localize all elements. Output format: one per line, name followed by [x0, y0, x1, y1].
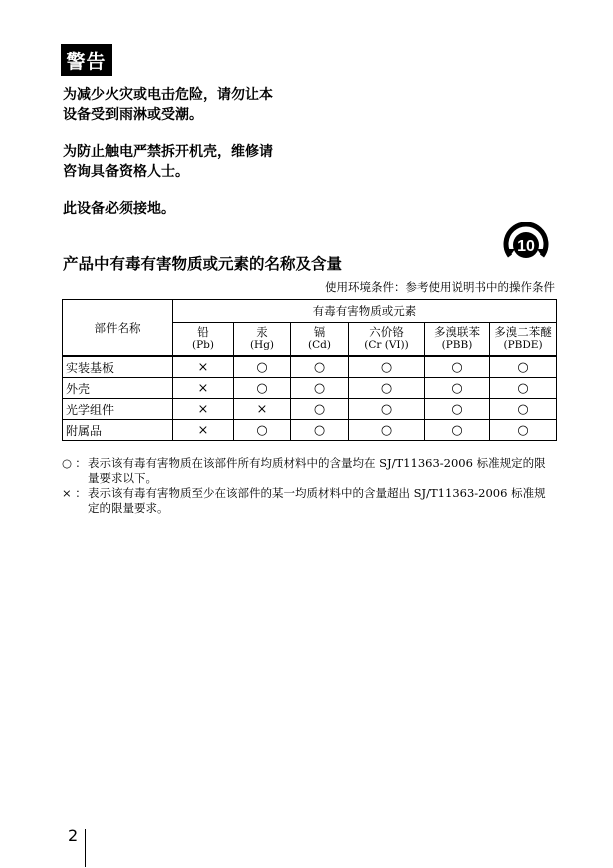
table-cell: ○	[234, 356, 291, 378]
warning-line: 为减少火灾或电击危险，请勿让本	[63, 87, 273, 103]
table-cell: ○	[349, 356, 425, 378]
table-cell: ○	[490, 356, 557, 378]
note-text: 表示该有毒有害物质在该部件所有均质材料中的含量均在 SJ/T11363-2006 标准规定的限量要求以下。	[88, 456, 546, 485]
note-cross	[62, 486, 556, 515]
table-cell: ○	[291, 356, 349, 378]
table-cell: ○	[291, 399, 349, 420]
table-cell: ○	[490, 378, 557, 399]
table-cell: ○	[425, 356, 490, 378]
table-cell: ×	[173, 356, 234, 378]
note-colon: ：	[75, 486, 87, 500]
table-cell: ○	[234, 420, 291, 441]
table-cell: ×	[234, 399, 291, 420]
column-header: 汞 (Hg)	[234, 323, 291, 357]
part-name-header: 部件名称	[63, 300, 173, 357]
part-name-cell: 外壳	[63, 378, 173, 399]
warning-line: 设备受到雨淋或受潮。	[63, 107, 203, 123]
table-row	[63, 420, 557, 441]
note-circle	[62, 456, 556, 485]
warning-line: 此设备必须接地。	[63, 201, 175, 217]
table-cell: ×	[173, 399, 234, 420]
column-header: 多溴二苯醚 (PBDE)	[490, 323, 557, 357]
table-cell: ○	[490, 420, 557, 441]
usage-condition: 使用环境条件：参考使用说明书中的操作条件	[325, 280, 555, 294]
cross-symbol: ×	[62, 486, 72, 500]
table-cell: ○	[490, 399, 557, 420]
table-notes	[62, 456, 556, 516]
substance-group-header: 有毒有害物质或元素	[173, 300, 557, 323]
circle-symbol: ○	[62, 456, 73, 470]
table-cell: ○	[234, 378, 291, 399]
column-header: 铅 (Pb)	[173, 323, 234, 357]
page-divider	[85, 829, 86, 867]
column-header: 六价铬 (Cr (VI))	[349, 323, 425, 357]
part-name-cell: 附属品	[63, 420, 173, 441]
table-cell: ○	[425, 399, 490, 420]
table-row	[63, 378, 557, 399]
column-header: 镉 (Cd)	[291, 323, 349, 357]
warning-line: 为防止触电严禁拆开机壳，维修请	[63, 144, 273, 160]
note-text: 表示该有毒有害物质至少在该部件的某一均质材料中的含量超出 SJ/T11363-2006 标准规定的限量要求。	[88, 486, 546, 515]
table-cell: ○	[425, 420, 490, 441]
table-cell: ×	[173, 378, 234, 399]
warning-paragraph-ground	[63, 199, 303, 219]
table-cell: ○	[349, 399, 425, 420]
table-cell: ○	[425, 378, 490, 399]
table-cell: ○	[349, 420, 425, 441]
warning-paragraph-fire	[63, 85, 303, 125]
table-row	[63, 399, 557, 420]
warning-paragraph-shock	[63, 142, 303, 182]
hazardous-substance-table	[62, 299, 557, 441]
table-row	[63, 356, 557, 378]
part-name-cell: 实装基板	[63, 356, 173, 378]
page-number: 2	[68, 826, 79, 845]
warning-line: 咨询具备资格人士。	[63, 164, 189, 180]
table-cell: ○	[291, 420, 349, 441]
note-colon: ：	[75, 456, 87, 470]
table-cell: ×	[173, 420, 234, 441]
part-name-cell: 光学组件	[63, 399, 173, 420]
table-cell: ○	[291, 378, 349, 399]
column-header: 多溴联苯 (PBB)	[425, 323, 490, 357]
warning-badge: 警告	[61, 44, 112, 76]
table-cell: ○	[349, 378, 425, 399]
section-title: 产品中有毒有害物质或元素的名称及含量	[63, 255, 343, 273]
environment-protection-period-logo	[500, 222, 552, 268]
logo-number: 10	[517, 238, 535, 255]
